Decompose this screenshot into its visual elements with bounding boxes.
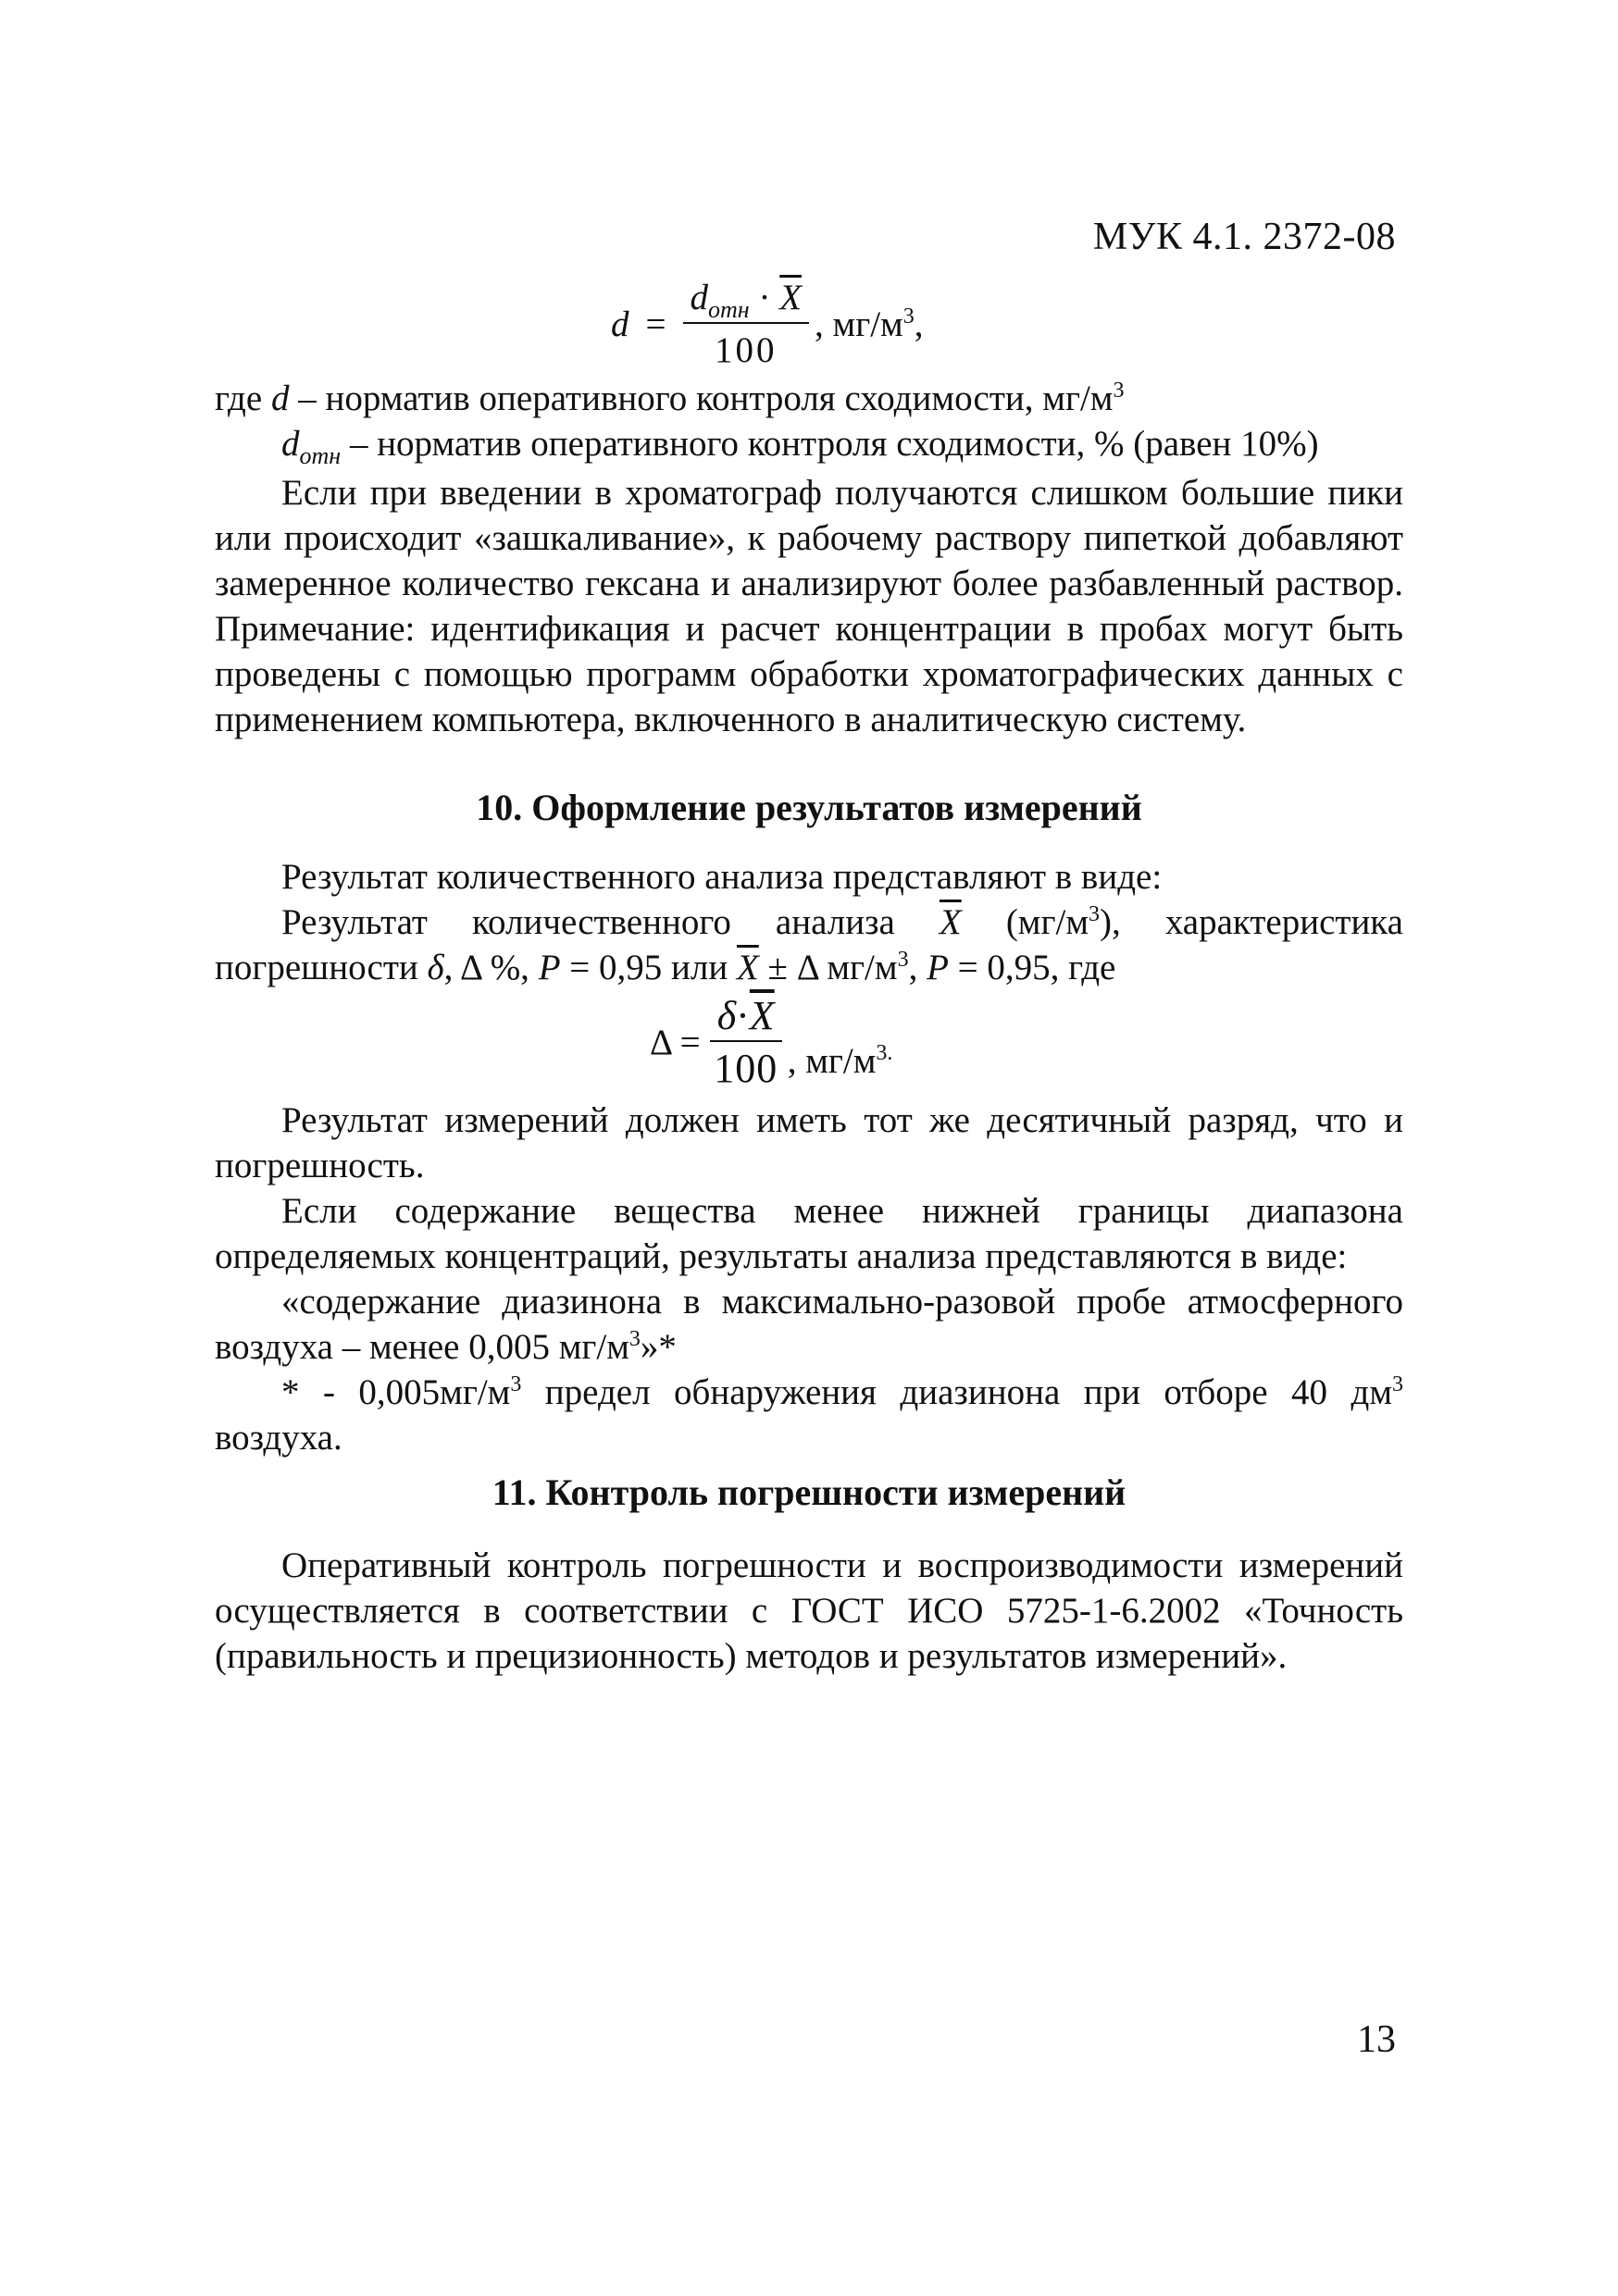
formula2-numerator: $\delta\cdot\overline{X}$ — [710, 993, 782, 1042]
formula2-lhs: Δ = — [650, 1022, 701, 1062]
section-10-p4: Если содержание вещества менее нижней границы диапазона определяемых концентраций, результаты анализа представляются в виде: — [215, 1191, 1403, 1276]
formula-denominator: 100 — [715, 330, 778, 370]
section-11-title: 11. Контроль погрешности измерений — [492, 1471, 1126, 1513]
section-11-p1: Оперативный контроль погрешности и воспроизводимости измерений осуществляется в соответствии с ГОСТ ИСО 5725-1-6.2002 «Точность (правильность и прецизионность) методов и результатов измерений». — [215, 1545, 1403, 1676]
paragraph-peaks: Если при введении в хроматограф получаются слишком большие пики или происходит «зашкаливание», к рабочему раствору пипеткой добавляют замеренное количество гексана и анализируют более разбавленный раствор. Примечание: идентификация и расчет концентрации в пробах могут быть проведены с помощью программ обработки хроматографических данных с применением компьютера, включенного в аналитическую систему. — [215, 473, 1403, 739]
formula-equals: = — [645, 304, 666, 344]
formula-delta — [650, 990, 1403, 1094]
formula-unit: , $мг/м^3$, — [815, 304, 924, 344]
section-10-p1: Результат количественного анализа представляют в виде: — [281, 857, 1163, 897]
definition-dotn: $d_{отн}$ – норматив оперативного контроля сходимости, % (равен 10%) — [281, 424, 1319, 469]
definition-d: где d – норматив оперативного контроля сходимости, $мг/м^3$ — [215, 379, 1125, 418]
document-code: МУК 4.1. 2372-08 — [1092, 216, 1396, 258]
formula-fraction — [683, 275, 810, 373]
formula2-fraction — [710, 993, 782, 1091]
section-10-p5: «содержание диазинона в максимально-разовой пробе атмосферного воздуха – менее 0,005 $мг/м^3»*$ — [215, 1282, 1403, 1367]
section-10-title: 10. Оформление результатов измерений — [476, 787, 1142, 828]
section-10-p3: Результат измерений должен иметь тот же десятичный разряд, что и погрешность. — [215, 1100, 1403, 1185]
formula-lhs: d — [611, 304, 629, 344]
page-number: 13 — [1357, 2018, 1396, 2061]
formula-numerator: $d_{отн} \cdot \overline{X}$ — [683, 275, 810, 324]
page-content — [215, 278, 1403, 1679]
formula2-denominator: 100 — [714, 1046, 778, 1091]
formula2-unit: , $мг/м^{3.}$ — [787, 1040, 893, 1081]
formula-d — [611, 278, 1403, 370]
section-10-p2: Результат количественного анализа $\overline{X}$ $(мг/м^3)$, характеристика погрешности δ, Δ %, P = 0,95 или $\overline{X} \pm \Delta$ $мг/м^3$, P = 0,95, где — [215, 902, 1403, 987]
section-10-footnote: * - $0,005мг/м^3$ предел обнаружения диазинона при отборе 40 $дм^3$ воздуха. — [215, 1372, 1404, 1458]
